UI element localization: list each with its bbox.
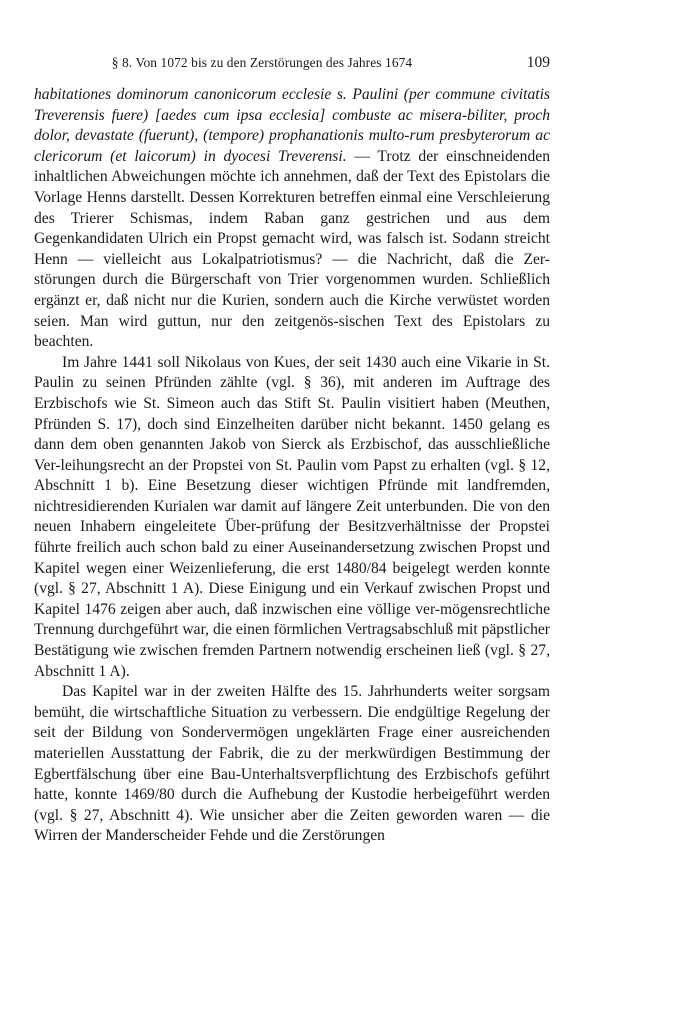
paragraph-3: Das Kapitel war in der zweiten Hälfte des 15. Jahrhunderts weiter sorgsam bemüht, die wirtschaftliche Situation zu verbessern. Die endgültige Regelung der seit der Bildung von Sondervermögen ungeklärten Frage einer ausreichenden materiellen Ausstattung der Fabrik, die zu der merkwürdigen Bestimmung der Egbertfälschung über eine Bau-Unterhaltsverpflichtung des Erzbischofs geführt hatte, konnte 1469/80 durch die Aufhebung der Kustodie herbeigeführt werden (vgl. § 27, Abschnitt 4). Wie unsicher aber die Zeiten geworden waren — die Wirren der Manderscheider Fehde und die Zerstörungen (34, 683, 550, 845)
body-text (34, 85, 550, 847)
paragraph-1-text: — Trotz der einschneidenden inhaltlichen Abweichungen möchte ich annehmen, daß der Text des Epistolars die Vorlage Henns darstellt. Dessen Korrekturen betreffen einmal eine Verschleierung des Trierer Schismas, indem Raban ganz gestrichen und aus dem Gegenkandidaten Ulrich ein Propst gemacht wird, was falsch ist. Sodann streicht Henn — vielleicht aus Lokalpatriotismus? — die Nachricht, daß die Zer-störungen durch die Bürgerschaft von Trier vorgenommen wurden. Schließlich ergänzt er, daß nicht nur die Kurien, sondern auch die Kirche verwüstet worden seien. Man wird guttun, nur den zeitgenös-sischen Text des Epistolars zu beachten. (34, 147, 550, 351)
running-head-title: § 8. Von 1072 bis zu den Zerstörungen des Jahres 1674 (111, 55, 413, 70)
paragraph-2: Im Jahre 1441 soll Nikolaus von Kues, der seit 1430 auch eine Vikarie in St. Paulin zu seinen Pfründen zählte (vgl. § 36), mit anderen im Auftrage des Erzbischofs wie St. Simeon auch das Stift St. Paulin visitiert haben (Meuthen, Pfründen S. 17), doch sind Einzelheiten darüber nicht bekannt. 1450 gelang es dann dem oben genannten Jakob von Sierck als Erzbischof, das ausschließliche Ver-leihungsrecht an der Propstei von St. Paulin vom Papst zu erhalten (vgl. § 12, Abschnitt 1 b). Eine Besetzung dieser wichtigen Pfründe mit landfremden, nichtresidierenden Kurialen war damit auf längere Zeit unterbunden. Die von den neuen Inhabern eingeleitete Über-prüfung der Besitzverhältnisse der Propstei führte freilich auch schon bald zu einer Auseinandersetzung zwischen Propst und Kapitel wegen einer Weizenlieferung, die erst 1480/84 beigelegt werden konnte (vgl. § 27, Abschnitt 1 A). Diese Einigung und ein Verkauf zwischen Propst und Kapitel 1476 zeigen aber auch, daß inzwischen eine völlige ver-mögensrechtliche Trennung durchgeführt war, die einen förmlichen Vertragsabschluß mit päpstlicher Bestätigung wie zwischen fremden Partnern notwendig erscheinen ließ (vgl. § 27, Abschnitt 1 A). (34, 353, 550, 680)
running-head (34, 52, 550, 74)
page-number: 109 (526, 54, 550, 71)
book-page (34, 52, 550, 847)
latin-quotation: habitationes dominorum canonicorum ecclesie s. Paulini (per commune civitatis Treverensis fuere) [aedes cum ipsa ecclesia] combuste ac misera-biliter, proch dolor, devastate (fuerunt), (tempore) prophanationis multo-rum presbyterorum ac clericorum (et laicorum) in dyocesi Treverensi. (34, 86, 550, 165)
paragraph-1 (34, 85, 550, 353)
